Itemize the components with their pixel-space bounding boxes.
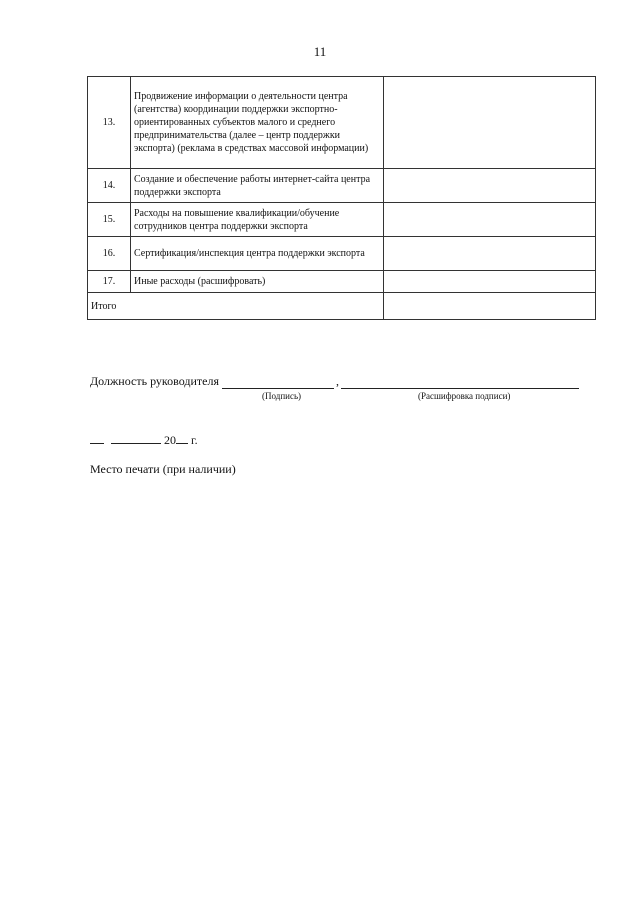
row-value [384,203,596,237]
day-blank [90,432,104,444]
row-description: Расходы на повышение квалификации/обучение сотрудников центра поддержки экспорта [131,203,384,237]
table-row [88,237,596,271]
row-number: 16. [88,237,131,271]
table-row [88,169,596,203]
table-row [88,77,596,169]
signature-line [90,374,600,389]
table-row [88,203,596,237]
total-value [384,293,596,320]
signature-blank [222,376,334,389]
row-value [384,237,596,271]
row-description: Создание и обеспечение работы интернет-сайта центра поддержки экспорта [131,169,384,203]
row-description: Иные расходы (расшифровать) [131,271,384,293]
decode-blank [341,376,579,389]
signature-block [90,374,600,403]
total-label: Итого [88,293,384,320]
decode-caption: (Расшифровка подписи) [418,391,511,401]
expenses-table [87,76,596,320]
month-blank [111,432,161,444]
row-value [384,169,596,203]
row-number: 15. [88,203,131,237]
year-prefix: 20 [164,433,176,447]
year-blank [176,432,188,444]
position-label: Должность руководителя [90,374,219,388]
sign-caption: (Подпись) [262,391,302,401]
date-line [90,432,198,448]
row-value [384,271,596,293]
row-number: 14. [88,169,131,203]
signature-captions [90,389,600,403]
year-suffix: г. [191,433,198,447]
row-number: 17. [88,271,131,293]
stamp-label: Место печати (при наличии) [90,462,236,476]
total-row [88,293,596,320]
row-number: 13. [88,77,131,169]
page-number: 11 [313,44,327,59]
signature-separator: , [335,374,339,388]
row-description: Продвижение информации о деятельности центра (агентства) координации поддержки экспортно-ориентированных субъектов малого и среднего предпринимательства (далее – центр поддержки экспорта) (реклама в средствах массовой информации) [131,77,384,169]
row-description: Сертификация/инспекция центра поддержки экспорта [131,237,384,271]
table-row [88,271,596,293]
row-value [384,77,596,169]
